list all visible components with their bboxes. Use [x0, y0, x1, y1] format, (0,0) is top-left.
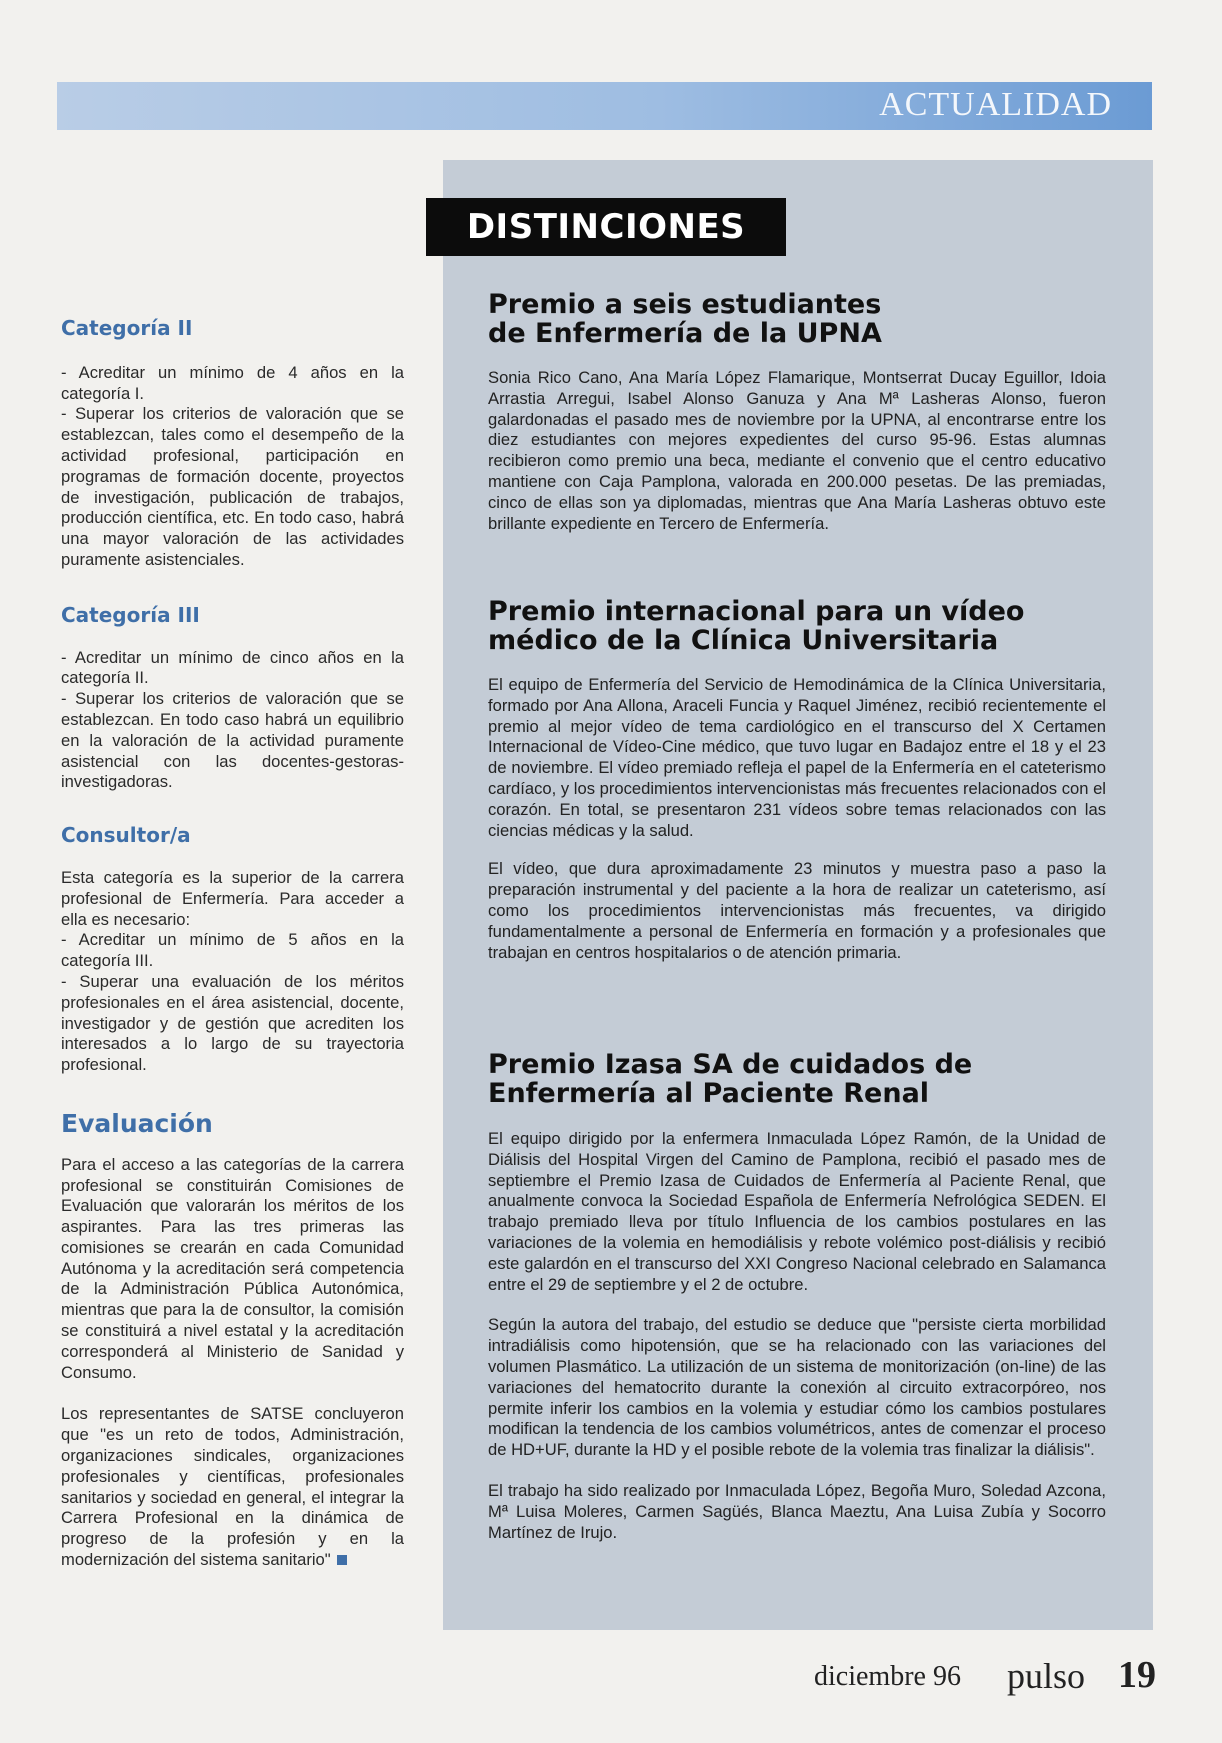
- section-label: ACTUALIDAD: [879, 86, 1112, 123]
- text-evaluacion-2: Los representantes de SATSE concluyeron que "es un reto de todos, Administración, organizaciones sindicales, organizaciones profesionales y científicas, profesionales sanitarios y sociedad en general, el integrar la Carrera Profesional en la dinámica de progreso de la profesión y en la modernización del sistema sanitario": [61, 1404, 404, 1570]
- section-header-band: [57, 82, 1152, 130]
- text-categoria-2: - Acreditar un mínimo de 4 años en la categoría I. - Superar los criterios de valoración que se establezcan, tales como el desempeño de la actividad profesional, participación en programas de formación docente, proyectos de investigación, publicación de trabajos, producción científica, etc. En todo caso, habrá una mayor valoración de las actividades puramente asistenciales.: [61, 362, 404, 569]
- distinctions-banner: DISTINCIONES: [426, 198, 786, 256]
- page-number: 19: [1118, 1654, 1156, 1696]
- article-video: [488, 597, 1106, 963]
- text-evaluacion-1: Para el acceso a las categorías de la carrera profesional se constituirán Comisiones de Evaluación que valorarán los méritos de los aspirantes. Para las tres primeras las comisiones se crearán en cada Comunidad Autónoma y la acreditación será competencia de la Administración Pública Autonómica, mientras que para la de consultor, la comisión se constituirá a nivel estatal y la acreditación corresponderá al Ministerio de Sanidad y Consumo.: [61, 1154, 404, 1382]
- article-paragraph: El trabajo ha sido realizado por Inmaculada López, Begoña Muro, Soledad Azcona, Mª Luisa Moleres, Carmen Sagüés, Blanca Maeztu, Ana Luisa Zubía y Socorro Martínez de Irujo.: [488, 1480, 1106, 1542]
- article-paragraph: El equipo dirigido por la enfermera Inmaculada López Ramón, de la Unidad de Diálisis del Hospital Virgen del Camino de Pamplona, recibió el pasado mes de septiembre el Premio Izasa de Cuidados de Enfermería al Paciente Renal, que anualmente convoca la Sociedad Española de Enfermería Nefrológica SEDEN. El trabajo premiado lleva por título Influencia de los cambios postulares en las variaciones de la volemia en hemodiálisis y rebote volémico post-diálisis y recibió este galardón en el transcurso del XXI Congreso Nacional celebrado en Salamanca entre el 29 de septiembre y el 2 de octubre.: [488, 1129, 1106, 1294]
- heading-categoria-2: Categoría II: [61, 316, 193, 340]
- article-title: Premio a seis estudiantes de Enfermería de la UPNA: [488, 289, 882, 349]
- article-izasa: [488, 1050, 1106, 1543]
- article-paragraph: Según la autora del trabajo, del estudio se deduce que "persiste cierta morbilidad intradiálisis como hipotensión, que se ha relacionado con las variaciones del volumen Plasmático. La utilización de un sistema de monitorización (on-line) de las variaciones del hematocrito durante la conexión al circuito extracorpóreo, nos permite inferir los cambios en la volemia y estudiar cómo los cambios postulares modifican la tendencia de los cambios volumétricos, antes de comenzar el proceso de HD+UF, durante la HD y el posible rebote de la volemia tras finalizar la diálisis".: [488, 1315, 1106, 1460]
- left-column: [61, 318, 404, 1571]
- article-paragraph: El vídeo, que dura aproximadamente 23 minutos y muestra paso a paso la preparación instrumental y del paciente a la hora de realizar un cateterismo, así como los procedimientos intervencionistas más frecuentes, va dirigido fundamentalmente a personal de Enfermería en formación y a profesionales que trabajan en centros hospitalarios o de atención primaria.: [488, 859, 1106, 962]
- end-of-article-mark: [337, 1555, 347, 1565]
- article-upna: [488, 290, 1106, 534]
- text-consultor: Esta categoría es la superior de la carrera profesional de Enfermería. Para acceder a ella es necesario: - Acreditar un mínimo de 5 años en la categoría III. - Superar una evaluación de los méritos profesionales en el área asistencial, docente, investigador y de gestión que acrediten los interesados a lo largo de su trayectoria profesional.: [61, 867, 404, 1075]
- text-categoria-3: - Acreditar un mínimo de cinco años en la categoría II. - Superar los criterios de valoración que se establezcan. En todo caso habrá un equilibrio en la valoración de la actividad puramente asistencial con las docentes-gestoras-investigadoras.: [61, 647, 404, 792]
- footer-issue-date: diciembre 96: [814, 1661, 961, 1692]
- article-paragraph: El equipo de Enfermería del Servicio de Hemodinámica de la Clínica Universitaria, formado por Ana Allona, Araceli Funcia y Raquel Jiménez, recibió recientemente el premio al mejor vídeo de tema cardiológico en el transcurso del X Certamen Internacional de Vídeo-Cine médico, que tuvo lugar en Badajoz entre el 18 y el 23 de noviembre. El vídeo premiado refleja el papel de la Enfermería en el cateterismo cardíaco, y los procedimientos intervencionistas más frecuentes relacionados con el corazón. En total, se presentaron 231 vídeos sobre temas relacionados con las ciencias médicas y la salud.: [488, 675, 1106, 840]
- magazine-name: pulso: [1007, 1656, 1086, 1696]
- heading-evaluacion: Evaluación: [61, 1108, 213, 1138]
- page-footer: [800, 1653, 1155, 1703]
- article-title: Premio internacional para un vídeo médico de la Clínica Universitaria: [488, 596, 1025, 656]
- heading-categoria-3: Categoría III: [61, 602, 200, 627]
- heading-consultor: Consultor/a: [61, 823, 191, 848]
- article-title: Premio Izasa SA de cuidados de Enfermería al Paciente Renal: [488, 1049, 973, 1109]
- article-paragraph: Sonia Rico Cano, Ana María López Flamarique, Montserrat Ducay Eguillor, Idoia Arrastia Arregui, Isabel Alonso Ganuza y Ana Mª Lasheras Alonso, fueron galardonadas el pasado mes de noviembre por la UPNA, al encontrarse entre los diez estudiantes con mejores expedientes del curso 95-96. Estas alumnas recibieron como premio una beca, mediante el convenio que el centro educativo mantiene con Caja Pamplona, valorada en 200.000 pesetas. De las premiadas, cinco de ellas son ya diplomadas, mientras que Ana María Lasheras obtuvo este brillante expediente en Tercero de Enfermería.: [488, 368, 1106, 533]
